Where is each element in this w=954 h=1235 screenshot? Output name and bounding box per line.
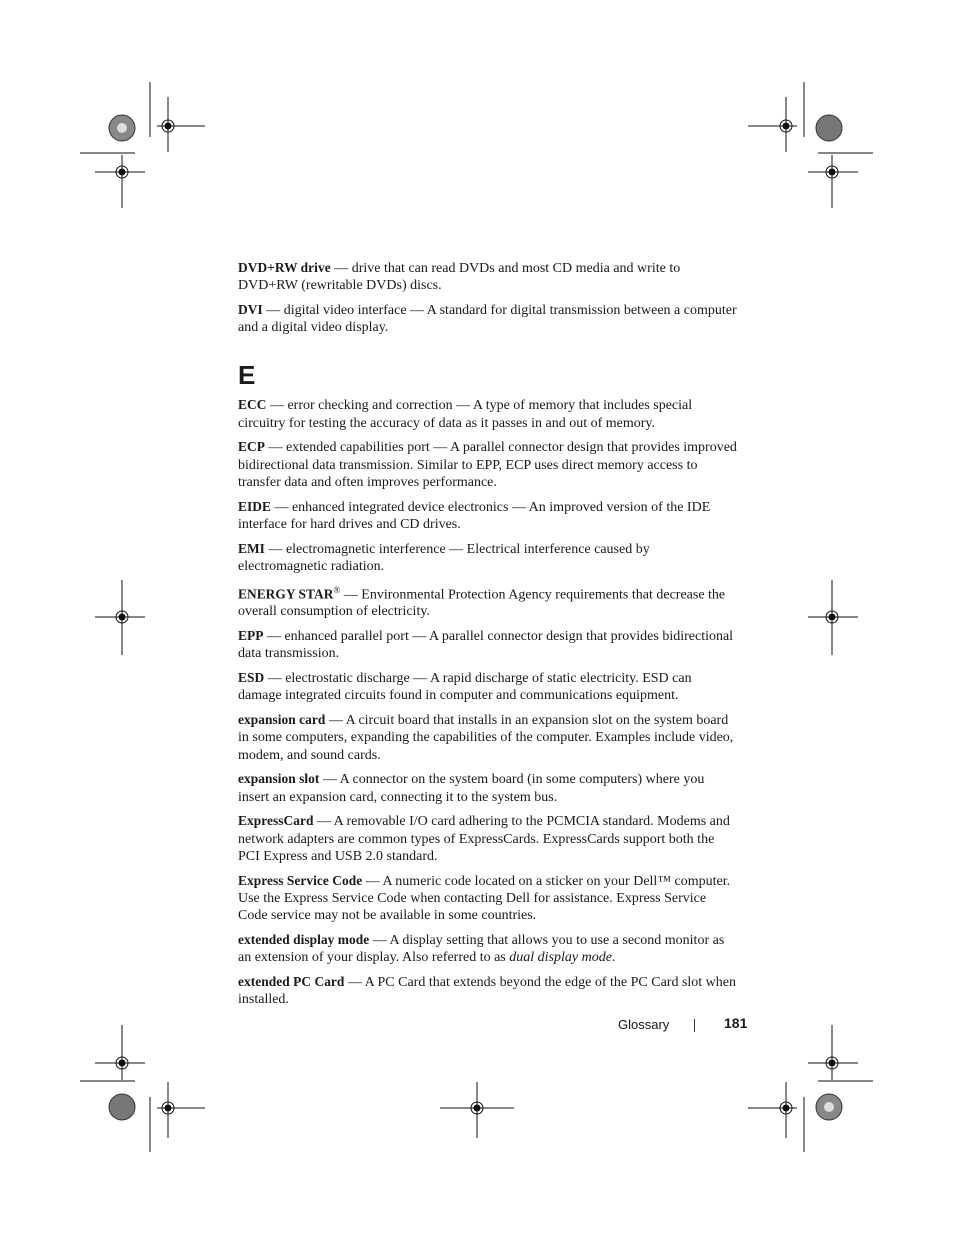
glossary-entry xyxy=(238,438,738,491)
registered-mark: ® xyxy=(333,584,341,595)
glossary-entry xyxy=(238,931,738,966)
glossary-entry xyxy=(238,582,738,621)
glossary-entry xyxy=(238,301,738,336)
entries-top xyxy=(238,259,738,336)
glossary-entry xyxy=(238,627,738,662)
glossary-definition: — enhanced integrated device electronics — An improved version of the IDE interface for hard drives and CD drives. xyxy=(238,499,711,532)
glossary-term: extended PC Card xyxy=(238,973,345,989)
glossary-definition: — A circuit board that installs in an expansion slot on the system board in some computers, expanding the capabilities of the computer. Examples include video, modem, and sound cards. xyxy=(238,713,734,763)
glossary-entry xyxy=(238,973,738,1008)
glossary-italic-term: dual display mode xyxy=(509,950,612,966)
glossary-definition: — electromagnetic interference — Electrical interference caused by electromagnetic radiation. xyxy=(238,541,650,574)
glossary-entry xyxy=(238,711,738,764)
glossary-definition: — A display setting that allows you to use a second monitor as an extension of your display. Also referred to as xyxy=(238,932,725,966)
footer-label: Glossary xyxy=(618,1017,670,1032)
glossary-entry xyxy=(238,396,738,431)
glossary-term: expansion slot xyxy=(238,771,320,787)
glossary-definition-end: . xyxy=(611,950,616,966)
glossary-term: EMI xyxy=(238,540,265,556)
glossary-term: ECP xyxy=(238,439,265,455)
glossary-entry xyxy=(238,498,738,533)
section-letter: E xyxy=(238,360,256,391)
glossary-definition: — A PC Card that extends beyond the edge of the PC Card slot when installed. xyxy=(238,974,736,1008)
page-number: 181 xyxy=(724,1015,748,1031)
glossary-definition: — A connector on the system board (in some computers) where you insert an expansion card, connecting it to the system bus. xyxy=(238,772,705,805)
glossary-definition: — Environmental Protection Agency requirements that decrease the overall consumption of electricity. xyxy=(238,587,726,620)
glossary-entry xyxy=(238,812,738,865)
glossary-entry xyxy=(238,540,738,575)
glossary-term: ECC xyxy=(238,397,267,413)
glossary-term: extended display mode xyxy=(238,931,370,947)
glossary-term: expansion card xyxy=(238,712,326,728)
glossary-term: Express Service Code xyxy=(238,872,363,888)
glossary-content xyxy=(238,259,738,1015)
glossary-definition: — enhanced parallel port — A parallel connector design that provides bidirectional data transmission. xyxy=(238,629,734,662)
glossary-term: ESD xyxy=(238,670,265,686)
glossary-term: DVI xyxy=(238,302,263,317)
glossary-entry xyxy=(238,259,738,294)
glossary-term: EIDE xyxy=(238,498,271,514)
glossary-definition: — digital video interface — A standard for digital transmission between a computer and a digital video display. xyxy=(238,303,737,336)
footer-separator xyxy=(694,1019,695,1032)
glossary-definition: — drive that can read DVDs and most CD media and write to DVD+RW (rewritable DVDs) discs. xyxy=(238,261,681,294)
glossary-term: ExpressCard xyxy=(238,813,314,829)
glossary-term: DVD+RW drive xyxy=(238,260,331,275)
glossary-definition: — error checking and correction — A type of memory that includes special circuitry for testing the accuracy of data as it passes in and out of memory. xyxy=(238,398,693,431)
glossary-definition: — electrostatic discharge — A rapid discharge of static electricity. ESD can damage integrated circuits found in computer and communications equipment. xyxy=(238,671,692,704)
glossary-entry xyxy=(238,872,738,925)
entries-e xyxy=(238,396,738,1008)
glossary-term: ENERGY STAR xyxy=(238,586,334,602)
glossary-definition: — A numeric code located on a sticker on your Dell™ computer. Use the Express Service Code when contacting Dell for assistance. Express Service Code service may not be available in some countries. xyxy=(238,873,731,924)
glossary-term: EPP xyxy=(238,628,264,644)
glossary-definition: — A removable I/O card adhering to the PCMCIA standard. Modems and network adapters are common types of ExpressCards. ExpressCards support both the PCI Express and USB 2.0 standard. xyxy=(238,814,730,864)
glossary-definition: — extended capabilities port — A parallel connector design that provides improved bidirectional data transmission. Similar to EPP, ECP uses direct memory access to transfer data and often improves performance. xyxy=(238,440,737,490)
glossary-entry xyxy=(238,669,738,704)
glossary-entry xyxy=(238,770,738,805)
